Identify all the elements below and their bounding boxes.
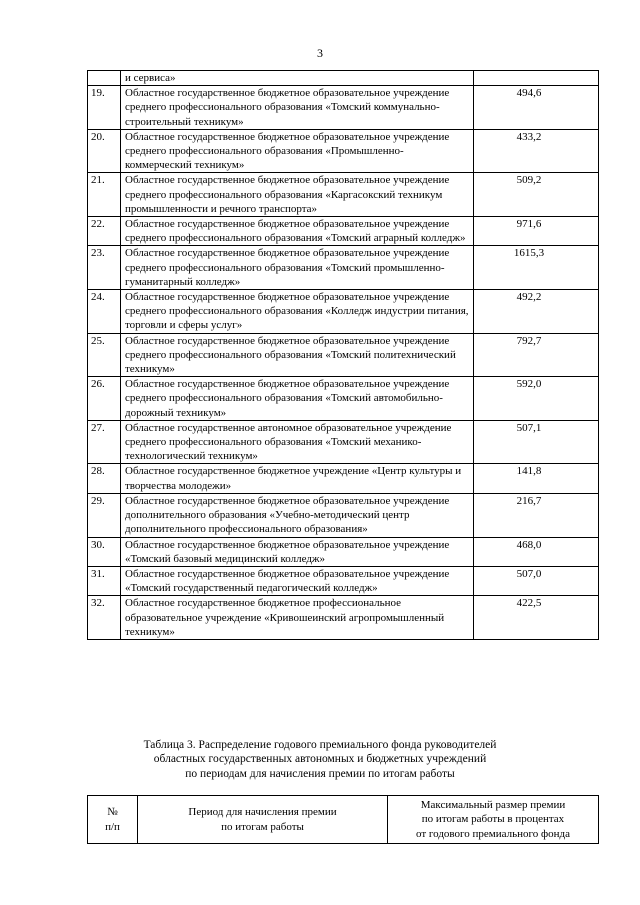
table3-header-row [88, 796, 599, 844]
table-row [88, 86, 599, 130]
row-institution-name: Областное государственное бюджетное образовательное учреждение среднего профессионального образования «Томский политехнический техникум» [121, 333, 474, 377]
row-institution-name: Областное государственное бюджетное учреждение «Центр культуры и творчества молодежи» [121, 464, 474, 493]
row-institution-name: Областное государственное бюджетное образовательное учреждение среднего профессионального образования «Промышленно-коммерческий техникум» [121, 129, 474, 173]
row-amount: 792,7 [474, 333, 599, 377]
table3-header-num [88, 796, 138, 844]
row-number: 28. [88, 464, 121, 493]
row-number: 26. [88, 377, 121, 421]
header-max-line1: Максимальный размер премии [420, 799, 566, 812]
institutions-table [87, 70, 599, 640]
row-amount: 507,0 [474, 566, 599, 595]
row-institution-name: и сервиса» [121, 71, 474, 86]
header-num-line1: № [107, 806, 118, 819]
header-period-line1: Период для начисления премии [188, 806, 337, 819]
header-num-line2: п/п [105, 820, 120, 833]
row-amount: 971,6 [474, 217, 599, 246]
table3-caption [0, 738, 640, 781]
header-period-line2: по итогам работы [221, 820, 304, 833]
table-row [88, 246, 599, 290]
row-institution-name: Областное государственное бюджетное образовательное учреждение «Томский базовый медицинский колледж» [121, 537, 474, 566]
row-amount: 141,8 [474, 464, 599, 493]
table3-header-period [138, 796, 388, 844]
row-amount: 492,2 [474, 290, 599, 334]
row-number [88, 71, 121, 86]
row-number: 27. [88, 420, 121, 464]
table-row [88, 420, 599, 464]
row-number: 21. [88, 173, 121, 217]
row-number: 19. [88, 86, 121, 130]
row-number: 29. [88, 493, 121, 537]
table-row [88, 566, 599, 595]
table-row [88, 493, 599, 537]
row-institution-name: Областное государственное бюджетное образовательное учреждение среднего профессионального образования «Каргасокский техникум промышленности и речного транспорта» [121, 173, 474, 217]
table3-caption-line: по периодам для начисления премии по итогам работы [185, 767, 455, 780]
table-row [88, 71, 599, 86]
row-amount: 509,2 [474, 173, 599, 217]
table-row [88, 333, 599, 377]
table-row [88, 290, 599, 334]
table-row [88, 596, 599, 640]
institutions-table-body [88, 71, 599, 640]
row-amount: 592,0 [474, 377, 599, 421]
page-number: 3 [317, 46, 323, 60]
row-amount: 1615,3 [474, 246, 599, 290]
row-institution-name: Областное государственное бюджетное образовательное учреждение среднего профессионального образования «Томский аграрный колледж» [121, 217, 474, 246]
row-amount: 216,7 [474, 493, 599, 537]
row-number: 24. [88, 290, 121, 334]
table-row [88, 537, 599, 566]
row-institution-name: Областное государственное бюджетное образовательное учреждение среднего профессионального образования «Томский коммунально-строительный техникум» [121, 86, 474, 130]
table3-caption-line: Таблица 3. Распределение годового премиального фонда руководителей [143, 739, 497, 751]
row-number: 31. [88, 566, 121, 595]
row-number: 30. [88, 537, 121, 566]
table3-header-max [388, 796, 599, 844]
row-amount [474, 71, 599, 86]
row-institution-name: Областное государственное автономное образовательное учреждение среднего профессионального образования «Томский механико-технологический техникум» [121, 420, 474, 464]
row-institution-name: Областное государственное бюджетное образовательное учреждение среднего профессионального образования «Томский автомобильно-дорожный техникум» [121, 377, 474, 421]
table-row [88, 129, 599, 173]
row-institution-name: Областное государственное бюджетное профессиональное образовательное учреждение «Кривошеинский агропромышленный техникум» [121, 596, 474, 640]
row-amount: 433,2 [474, 129, 599, 173]
row-number: 32. [88, 596, 121, 640]
row-amount: 422,5 [474, 596, 599, 640]
row-institution-name: Областное государственное бюджетное образовательное учреждение «Томский государственный педагогический колледж» [121, 566, 474, 595]
table-row [88, 173, 599, 217]
row-amount: 468,0 [474, 537, 599, 566]
table-row [88, 217, 599, 246]
row-amount: 494,6 [474, 86, 599, 130]
table-row [88, 464, 599, 493]
header-max-line2: по итогам работы в процентах [421, 813, 565, 826]
row-institution-name: Областное государственное бюджетное образовательное учреждение среднего профессионального образования «Томский промышленно-гуманитарный колледж» [121, 246, 474, 290]
row-institution-name: Областное государственное бюджетное образовательное учреждение дополнительного образования «Учебно-методический центр дополнительного профессионального образования» [121, 493, 474, 537]
table-row [88, 377, 599, 421]
row-amount: 507,1 [474, 420, 599, 464]
bonus-distribution-table [87, 795, 599, 844]
table3-caption-line: областных государственных автономных и бюджетных учреждений [153, 753, 487, 766]
row-number: 20. [88, 129, 121, 173]
row-number: 23. [88, 246, 121, 290]
row-number: 22. [88, 217, 121, 246]
header-max-line3: от годового премиального фонда [415, 827, 570, 840]
row-number: 25. [88, 333, 121, 377]
row-institution-name: Областное государственное бюджетное образовательное учреждение среднего профессионального образования «Колледж индустрии питания, торговли и сферы услуг» [121, 290, 474, 334]
